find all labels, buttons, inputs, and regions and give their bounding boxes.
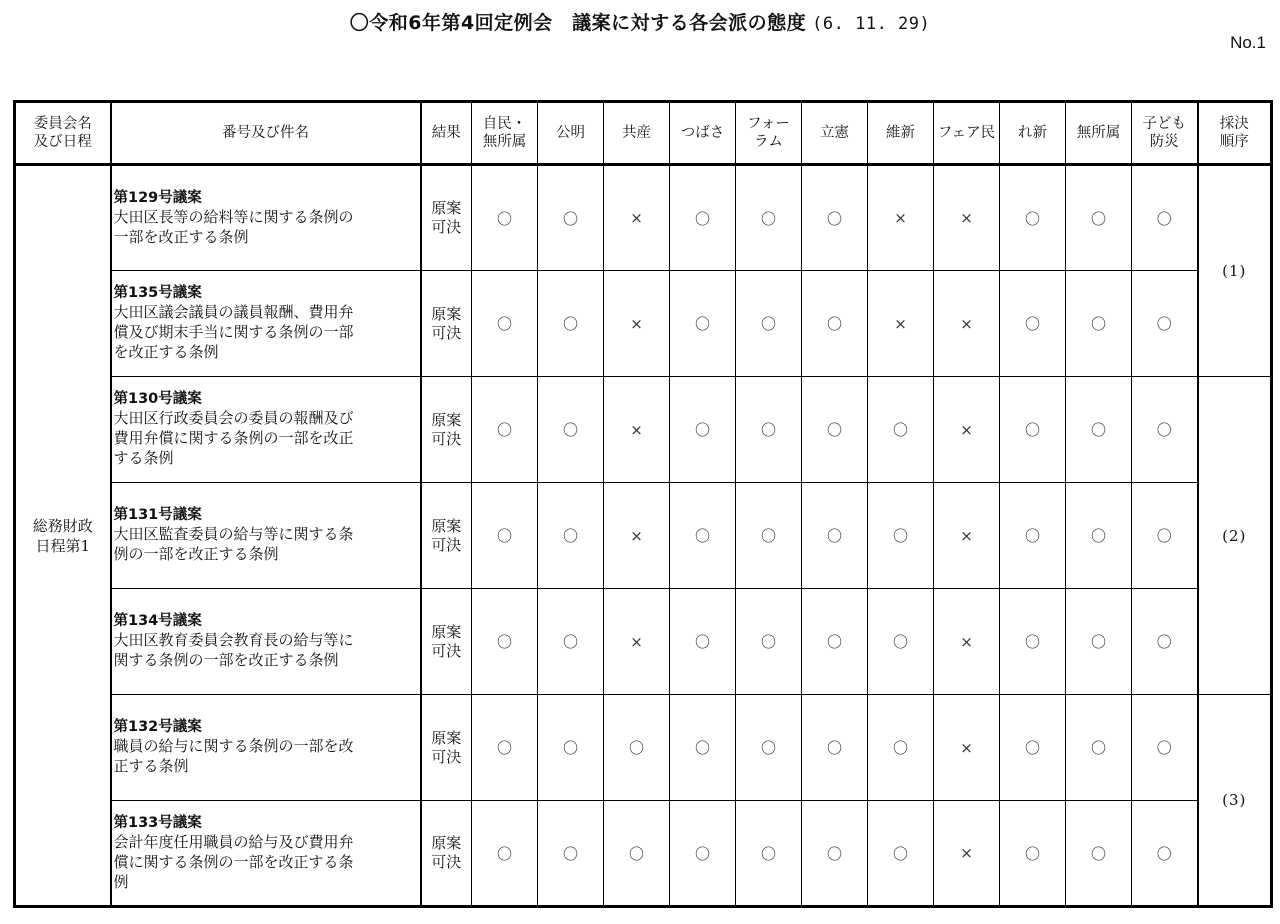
vote-for-mark: 〇 (472, 377, 538, 483)
header-order (1198, 102, 1272, 165)
vote-for-mark: 〇 (670, 695, 736, 801)
text-line: ラム (754, 134, 783, 150)
vote-order-cell: (1) (1198, 165, 1272, 377)
header-party (934, 102, 1000, 165)
vote-for-mark: 〇 (1066, 589, 1132, 695)
bill-name (114, 207, 410, 247)
text-line: 大田区長等の給料等に関する条例の (113, 207, 354, 226)
vote-for-mark: 〇 (472, 589, 538, 695)
vote-order-cell: (3) (1198, 695, 1272, 907)
vote-for-mark: 〇 (1132, 801, 1198, 907)
vote-for-mark: 〇 (538, 377, 604, 483)
bill-title-cell (111, 271, 421, 377)
header-party (868, 102, 934, 165)
text-line: 可決 (431, 747, 462, 766)
text-line: 大田区議会議員の議員報酬、費用弁 (113, 303, 354, 321)
result-cell (421, 377, 472, 483)
vote-for-mark: 〇 (670, 589, 736, 695)
vote-for-mark: 〇 (802, 589, 868, 695)
vote-against-mark: × (934, 165, 1000, 271)
text-line: 一部を改正する条例 (113, 227, 249, 246)
vote-for-mark: 〇 (538, 165, 604, 271)
header-result: 結果 (421, 102, 472, 165)
vote-for-mark: 〇 (868, 801, 934, 907)
vote-for-mark: 〇 (736, 801, 802, 907)
vote-order-cell: (2) (1198, 377, 1272, 695)
vote-against-mark: × (604, 377, 670, 483)
vote-for-mark: 〇 (736, 589, 802, 695)
text-line: 原案 (431, 728, 462, 747)
text-line: 共産 (622, 125, 651, 141)
bill-number: 第129号議案 (113, 189, 202, 206)
vote-for-mark: 〇 (472, 165, 538, 271)
text-line: 可決 (431, 641, 462, 660)
text-line: 原案 (431, 516, 462, 535)
vote-for-mark: 〇 (670, 377, 736, 483)
vote-for-mark: 〇 (538, 271, 604, 377)
vote-for-mark: 〇 (1132, 271, 1198, 377)
header-party (604, 102, 670, 165)
vote-for-mark: 〇 (736, 483, 802, 589)
text-line: 維新 (886, 125, 915, 141)
vote-for-mark: 〇 (736, 695, 802, 801)
text-line: 職員の給与に関する条例の一部を改 (113, 737, 354, 755)
text-line: 可決 (431, 535, 462, 554)
bill-name (114, 408, 410, 468)
bill-title-cell (111, 589, 421, 695)
text-line: 総務財政 (32, 516, 93, 535)
header-party (1000, 102, 1066, 165)
vote-for-mark: 〇 (1132, 483, 1198, 589)
vote-for-mark: 〇 (1000, 589, 1066, 695)
text-line: 原案 (431, 199, 462, 217)
text-line: 原案 (431, 410, 462, 429)
bill-name (114, 524, 410, 564)
result-cell (421, 695, 472, 801)
vote-against-mark: × (604, 165, 670, 271)
vote-for-mark: 〇 (538, 483, 604, 589)
text-line: れ新 (1018, 125, 1047, 141)
vote-for-mark: 〇 (1132, 589, 1198, 695)
vote-for-mark: 〇 (670, 801, 736, 907)
vote-for-mark: 〇 (802, 271, 868, 377)
result-cell (421, 271, 472, 377)
header-party (802, 102, 868, 165)
title-text: 〇令和6年第4回定例会 議案に対する各会派の態度 (349, 12, 807, 34)
vote-for-mark: 〇 (1066, 165, 1132, 271)
text-line: 採決 (1219, 116, 1249, 132)
vote-for-mark: 〇 (736, 271, 802, 377)
text-line: 原案 (431, 834, 462, 852)
text-line: 償に関する条例の一部を改正する条 (113, 852, 354, 871)
text-line: フォー (747, 116, 790, 132)
bill-title-cell (111, 377, 421, 483)
vote-against-mark: × (604, 589, 670, 695)
vote-for-mark: 〇 (1066, 377, 1132, 483)
vote-against-mark: × (868, 271, 934, 377)
header-title: 番号及び件名 (111, 102, 421, 165)
bill-number: 第132号議案 (113, 719, 202, 735)
table-row (15, 801, 1272, 907)
header-party (1066, 102, 1132, 165)
vote-for-mark: 〇 (1000, 801, 1066, 907)
vote-against-mark: × (934, 589, 1000, 695)
bill-number: 第135号議案 (113, 285, 202, 301)
header-party (1132, 102, 1198, 165)
vote-for-mark: 〇 (472, 695, 538, 801)
vote-for-mark: 〇 (1000, 165, 1066, 271)
vote-for-mark: 〇 (1132, 695, 1198, 801)
header-party (472, 102, 538, 165)
vote-for-mark: 〇 (1000, 377, 1066, 483)
text-line: 可決 (431, 323, 462, 342)
text-line: 償及び期末手当に関する条例の一部 (113, 323, 354, 341)
vote-for-mark: 〇 (802, 801, 868, 907)
text-line: 可決 (431, 218, 462, 236)
vote-against-mark: × (934, 483, 1000, 589)
vote-for-mark: 〇 (868, 695, 934, 801)
text-line: 大田区監査委員の給与等に関する条 (113, 525, 354, 543)
vote-for-mark: 〇 (472, 271, 538, 377)
vote-for-mark: 〇 (802, 483, 868, 589)
text-line: 及び日程 (33, 134, 92, 150)
bill-name (114, 302, 410, 362)
text-line: 立憲 (820, 125, 849, 141)
text-line: 例の一部を改正する条例 (113, 545, 279, 563)
vote-for-mark: 〇 (472, 801, 538, 907)
header-party (736, 102, 802, 165)
vote-against-mark: × (604, 271, 670, 377)
bill-number: 第133号議案 (113, 814, 202, 831)
result-cell (421, 165, 472, 271)
text-line: 順序 (1219, 134, 1249, 150)
vote-for-mark: 〇 (802, 165, 868, 271)
bill-title-cell (111, 801, 421, 907)
title-date: (6. 11. 29) (812, 14, 931, 34)
header-committee (15, 102, 111, 165)
bill-title-cell (111, 695, 421, 801)
vote-against-mark: × (934, 377, 1000, 483)
text-line: 例 (113, 872, 129, 891)
text-line: 可決 (431, 429, 462, 448)
text-line: 無所属 (1076, 125, 1121, 141)
bill-number: 第130号議案 (113, 391, 202, 407)
text-line: 自民・ (482, 116, 527, 132)
vote-for-mark: 〇 (1066, 801, 1132, 907)
text-line: 費用弁償に関する条例の一部を改正 (113, 429, 354, 447)
vote-for-mark: 〇 (1000, 271, 1066, 377)
vote-against-mark: × (868, 165, 934, 271)
text-line: する条例 (113, 449, 174, 467)
vote-against-mark: × (934, 271, 1000, 377)
vote-for-mark: 〇 (1132, 165, 1198, 271)
text-line: 防災 (1149, 134, 1179, 150)
vote-for-mark: 〇 (1066, 695, 1132, 801)
text-line: 子ども (1142, 116, 1186, 132)
table-row (15, 589, 1272, 695)
vote-against-mark: × (934, 695, 1000, 801)
table-body (15, 165, 1272, 907)
vote-for-mark: 〇 (604, 801, 670, 907)
vote-for-mark: 〇 (1066, 271, 1132, 377)
text-line: 大田区行政委員会の委員の報酬及び (113, 409, 354, 427)
text-line: 原案 (431, 304, 462, 323)
vote-against-mark: × (604, 483, 670, 589)
vote-against-mark: × (934, 801, 1000, 907)
vote-for-mark: 〇 (538, 695, 604, 801)
header-row (15, 102, 1272, 165)
vote-for-mark: 〇 (802, 377, 868, 483)
vote-for-mark: 〇 (538, 589, 604, 695)
vote-for-mark: 〇 (736, 165, 802, 271)
vote-for-mark: 〇 (670, 165, 736, 271)
vote-for-mark: 〇 (736, 377, 802, 483)
table-row (15, 377, 1272, 483)
text-line: 関する条例の一部を改正する条例 (113, 651, 339, 669)
text-line: を改正する条例 (113, 343, 219, 361)
table-row (15, 695, 1272, 801)
vote-for-mark: 〇 (1132, 377, 1198, 483)
vote-for-mark: 〇 (868, 483, 934, 589)
text-line: 公明 (556, 125, 585, 141)
text-line: つばさ (680, 125, 725, 141)
vote-for-mark: 〇 (538, 801, 604, 907)
vote-for-mark: 〇 (868, 589, 934, 695)
bill-number: 第131号議案 (113, 507, 202, 523)
vote-for-mark: 〇 (868, 377, 934, 483)
vote-for-mark: 〇 (670, 271, 736, 377)
vote-for-mark: 〇 (1000, 483, 1066, 589)
text-line: 日程第1 (35, 536, 91, 555)
result-cell (421, 801, 472, 907)
table-row (15, 165, 1272, 271)
vote-for-mark: 〇 (604, 695, 670, 801)
vote-table (13, 100, 1273, 908)
bill-name (114, 736, 410, 776)
bill-name (114, 630, 410, 670)
page-number: No.1 (1230, 33, 1266, 52)
vote-for-mark: 〇 (1000, 695, 1066, 801)
text-line: 委員会名 (33, 116, 92, 132)
text-line: 可決 (431, 853, 462, 871)
table-row (15, 271, 1272, 377)
bill-name (114, 832, 410, 892)
bill-number: 第134号議案 (113, 613, 202, 629)
text-line: 原案 (431, 622, 462, 641)
vote-for-mark: 〇 (670, 483, 736, 589)
text-line: 大田区教育委員会教育長の給与等に (113, 631, 354, 649)
bill-title-cell (111, 483, 421, 589)
vote-for-mark: 〇 (802, 695, 868, 801)
table-row (15, 483, 1272, 589)
document-title (0, 8, 1280, 35)
text-line: 正する条例 (113, 757, 189, 775)
committee-cell (15, 165, 111, 907)
result-cell (421, 589, 472, 695)
header-party (538, 102, 604, 165)
vote-for-mark: 〇 (1066, 483, 1132, 589)
header-party (670, 102, 736, 165)
result-cell (421, 483, 472, 589)
text-line: 無所属 (482, 134, 527, 150)
text-line: フェア民 (937, 125, 996, 141)
text-line: 会計年度任用職員の給与及び費用弁 (113, 832, 354, 851)
bill-title-cell (111, 165, 421, 271)
vote-for-mark: 〇 (472, 483, 538, 589)
